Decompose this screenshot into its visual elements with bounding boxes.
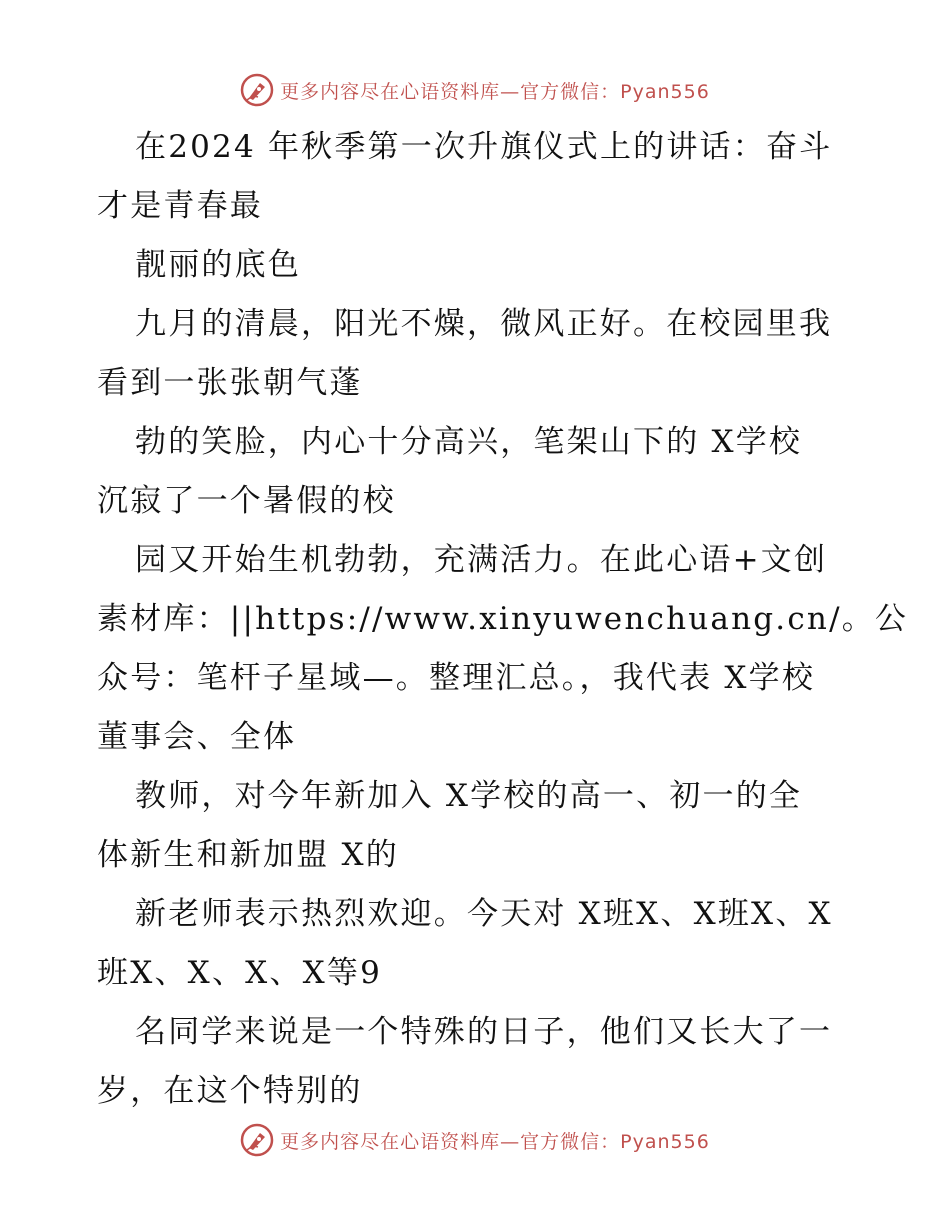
header-watermark xyxy=(0,70,950,110)
pen-nib-logo-icon xyxy=(240,1123,274,1157)
text-line: 在2024 年秋季第一次升旗仪式上的讲话：奋斗 xyxy=(135,129,833,165)
text-line: 名同学来说是一个特殊的日子，他们又长大了一 xyxy=(135,1014,833,1050)
watermark-text: 更多内容尽在心语资料库—官方微信：Pyan556 xyxy=(280,80,710,103)
text-line: 班X、X、X、X等9 xyxy=(97,955,382,991)
pen-nib-logo-icon xyxy=(240,73,274,107)
text-line: 众号：笔杆子星域—。整理汇总。，我代表 X学校 xyxy=(97,660,816,696)
footer-watermark xyxy=(0,1120,950,1160)
text-line: 新老师表示热烈欢迎。今天对 X班X、X班X、X xyxy=(135,896,833,932)
text-line: 才是青春最 xyxy=(97,188,263,224)
text-line: 园又开始生机勃勃，充满活力。在此心语+文创 xyxy=(135,542,828,578)
text-line: 靓丽的底色 xyxy=(135,247,301,283)
text-line: 勃的笑脸，内心十分高兴，笔架山下的 X学校 xyxy=(135,424,803,460)
watermark-text: 更多内容尽在心语资料库—官方微信：Pyan556 xyxy=(280,1130,710,1153)
text-line: 看到一张张朝气蓬 xyxy=(97,365,363,401)
text-line: 岁，在这个特别的 xyxy=(97,1073,363,1109)
text-line: 董事会、全体 xyxy=(97,719,297,755)
text-line: 沉寂了一个暑假的校 xyxy=(97,483,396,519)
document-body xyxy=(97,118,909,1121)
text-line: 体新生和新加盟 X的 xyxy=(97,837,399,873)
text-line: 教师，对今年新加入 X学校的高一、初一的全 xyxy=(135,778,803,814)
text-line: 素材库：||https://www.xinyuwenchuang.cn/。公 xyxy=(97,601,909,637)
text-line: 九月的清晨，阳光不燥，微风正好。在校园里我 xyxy=(135,306,833,342)
